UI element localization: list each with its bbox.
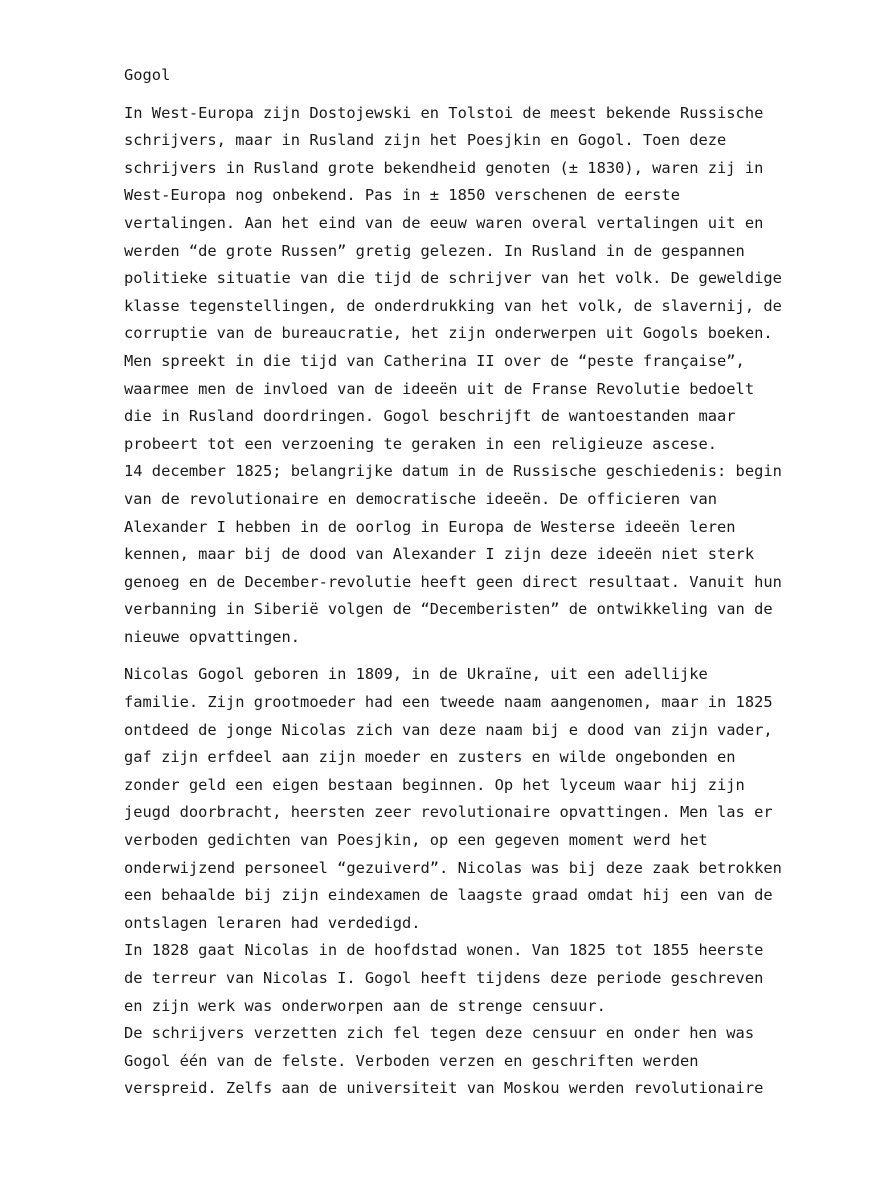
text-line: ontdeed de jonge Nicolas zich van deze naam bij e dood van zijn vader, <box>124 720 773 739</box>
text-line: West-Europa nog onbekend. Pas in ± 1850 verschenen de eerste <box>124 186 680 205</box>
text-line: genoeg en de December-revolutie heeft geen direct resultaat. Vanuit hun <box>124 572 782 591</box>
text-line: politieke situatie van die tijd de schrijver van het volk. De geweldige <box>124 269 782 288</box>
paragraph <box>124 661 844 1103</box>
text-line: Nicolas Gogol geboren in 1809, in de Ukraïne, uit een adellijke <box>124 665 708 684</box>
text-line: schrijvers in Rusland grote bekendheid genoten (± 1830), waren zij in <box>124 158 764 177</box>
text-line: kennen, maar bij de dood van Alexander I zijn deze ideeën niet sterk <box>124 545 755 564</box>
text-line: Alexander I hebben in de oorlog in Europa de Westerse ideeën leren <box>124 517 736 536</box>
text-line: onderwijzend personeel “gezuiverd”. Nicolas was bij deze zaak betrokken <box>124 858 782 877</box>
text-line: ontslagen leraren had verdedigd. <box>124 913 421 932</box>
text-line: 14 december 1825; belangrijke datum in de Russische geschiedenis: begin <box>124 462 782 481</box>
text-line: een behaalde bij zijn eindexamen de laagste graad omdat hij een van de <box>124 886 773 905</box>
document-page <box>124 62 844 1113</box>
text-line: jeugd doorbracht, heersten zeer revolutionaire opvattingen. Men las er <box>124 803 773 822</box>
text-line: die in Rusland doordringen. Gogol beschrijft de wantoestanden maar <box>124 407 736 426</box>
text-line: zonder geld een eigen bestaan beginnen. Op het lyceum waar hij zijn <box>124 775 745 794</box>
text-line: In 1828 gaat Nicolas in de hoofdstad wonen. Van 1825 tot 1855 heerste <box>124 941 764 960</box>
document-title: Gogol <box>124 66 171 84</box>
text-line: werden “de grote Russen” gretig gelezen. In Rusland in de gespannen <box>124 241 745 260</box>
text-line: gaf zijn erfdeel aan zijn moeder en zusters en wilde ongebonden en <box>124 748 736 767</box>
text-line: Gogol één van de felste. Verboden verzen en geschriften werden <box>124 1051 699 1070</box>
text-line: Men spreekt in die tijd van Catherina II over de “peste française”, <box>124 351 745 370</box>
text-line: de terreur van Nicolas I. Gogol heeft tijdens deze periode geschreven <box>124 969 764 987</box>
text-line: verboden gedichten van Poesjkin, op een gegeven moment werd het <box>124 831 708 850</box>
text-line: probeert tot een verzoening te geraken in een religieuze ascese. <box>124 434 718 453</box>
text-line: van de revolutionaire en democratische ideeën. De officieren van <box>124 489 718 508</box>
text-line: nieuwe opvattingen. <box>124 627 301 646</box>
text-line: verspreid. Zelfs aan de universiteit van Moskou werden revolutionaire <box>124 1079 764 1098</box>
text-line: schrijvers, maar in Rusland zijn het Poesjkin en Gogol. Toen deze <box>124 131 727 150</box>
text-line: familie. Zijn grootmoeder had een tweede naam aangenomen, maar in 1825 <box>124 693 773 712</box>
text-line: waarmee men de invloed van de ideeën uit de Franse Revolutie bedoelt <box>124 379 755 398</box>
text-line: verbanning in Siberië volgen de “Decemberisten” de ontwikkeling van de <box>124 600 773 619</box>
paragraph <box>124 100 844 652</box>
text-line: corruptie van de bureaucratie, het zijn onderwerpen uit Gogols boeken. <box>124 324 773 343</box>
text-line: De schrijvers verzetten zich fel tegen deze censuur en onder hen was <box>124 1024 755 1043</box>
text-line: en zijn werk was onderworpen aan de strenge censuur. <box>124 996 606 1015</box>
document-body <box>124 100 844 1103</box>
text-line: In West-Europa zijn Dostojewski en Tolstoi de meest bekende Russische <box>124 103 764 122</box>
text-line: klasse tegenstellingen, de onderdrukking van het volk, de slavernij, de <box>124 296 782 315</box>
text-line: vertalingen. Aan het eind van de eeuw waren overal vertalingen uit en <box>124 213 764 232</box>
